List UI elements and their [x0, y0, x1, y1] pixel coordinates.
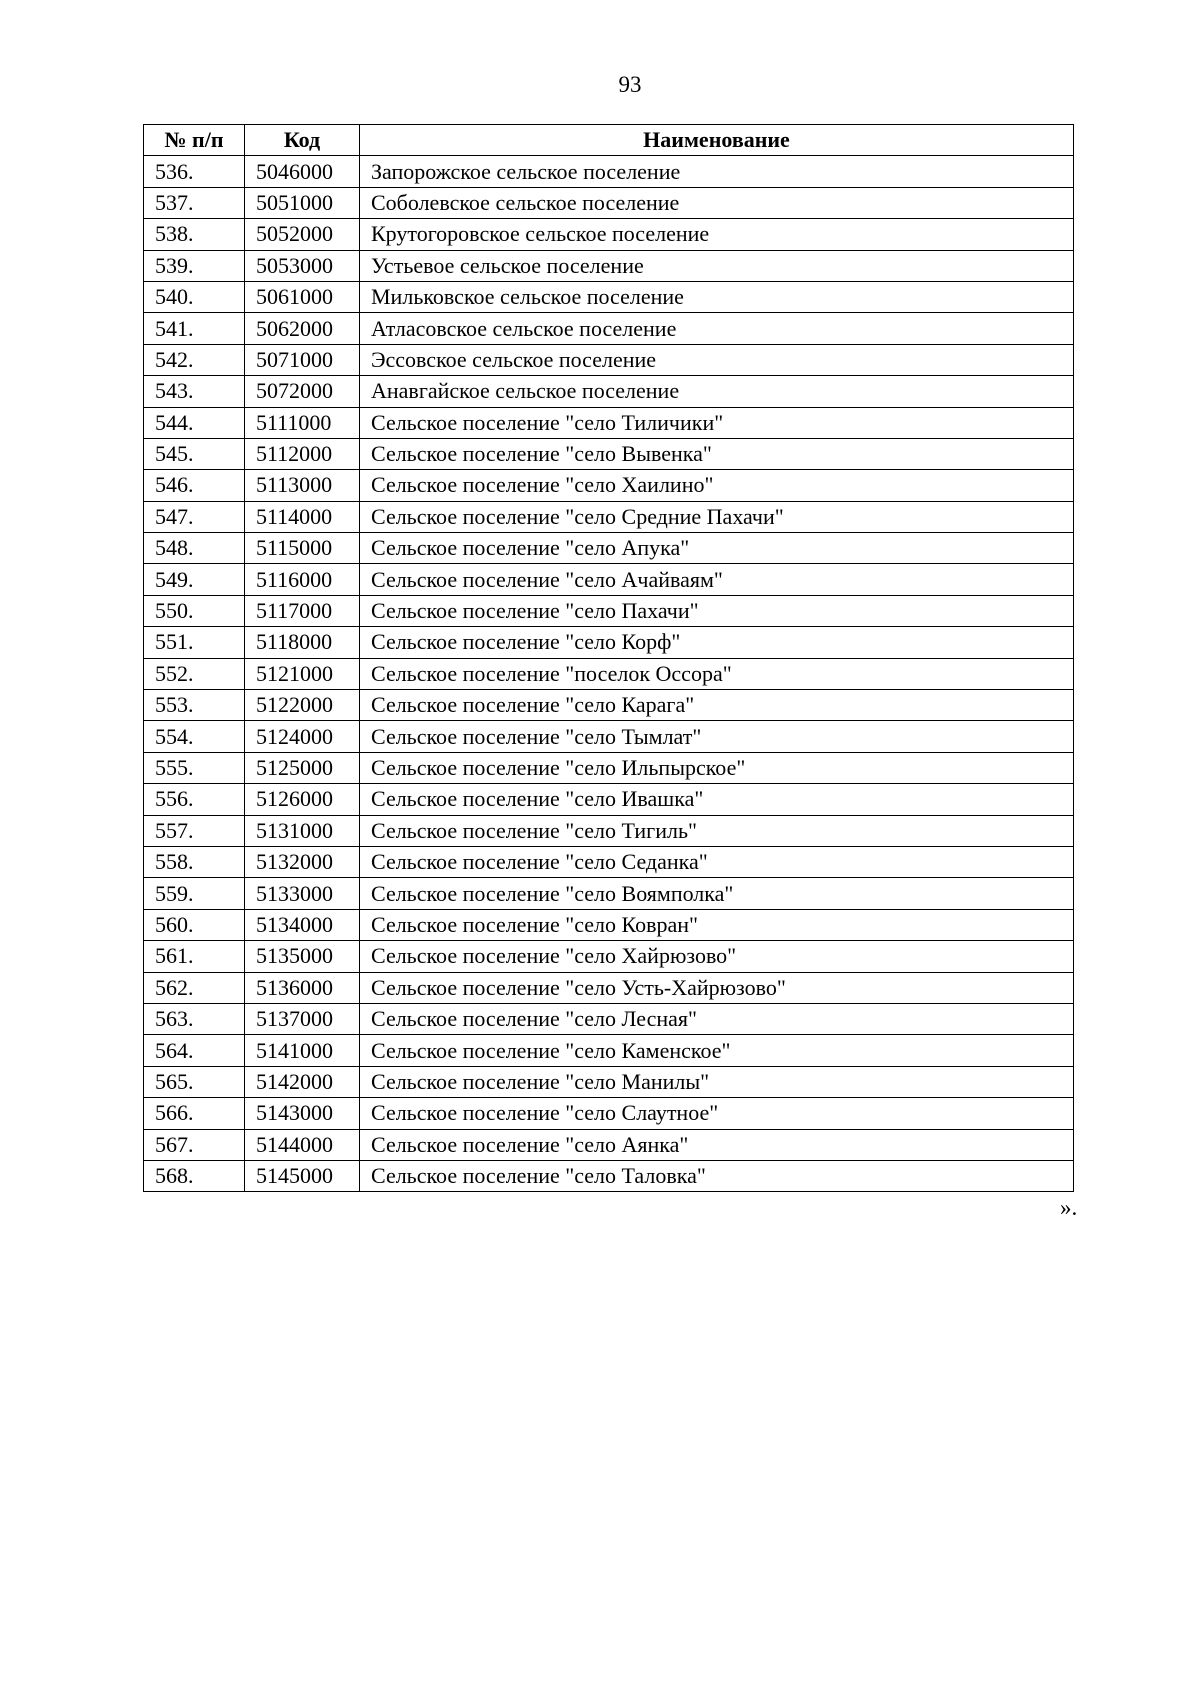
row-name-cell: Соболевское сельское поселение — [360, 187, 1074, 218]
row-code-cell: 5062000 — [245, 313, 360, 344]
row-number-cell: 541. — [144, 313, 245, 344]
table-row — [144, 281, 1074, 312]
row-number-cell: 564. — [144, 1035, 245, 1066]
row-code-cell: 5052000 — [245, 219, 360, 250]
header-number: № п/п — [144, 125, 245, 156]
settlements-table — [143, 124, 1074, 1192]
row-code-cell: 5145000 — [245, 1160, 360, 1191]
row-name-cell: Сельское поселение "село Усть-Хайрюзово" — [360, 972, 1074, 1003]
row-name-cell: Сельское поселение "село Таловка" — [360, 1160, 1074, 1191]
row-code-cell: 5134000 — [245, 909, 360, 940]
row-number-cell: 539. — [144, 250, 245, 281]
row-code-cell: 5117000 — [245, 595, 360, 626]
row-number-cell: 566. — [144, 1098, 245, 1129]
table-row — [144, 815, 1074, 846]
row-name-cell: Сельское поселение "село Ивашка" — [360, 784, 1074, 815]
row-code-cell: 5125000 — [245, 752, 360, 783]
row-number-cell: 554. — [144, 721, 245, 752]
row-number-cell: 562. — [144, 972, 245, 1003]
table-row — [144, 878, 1074, 909]
table-body — [144, 156, 1074, 1192]
row-number-cell: 548. — [144, 533, 245, 564]
table-row — [144, 250, 1074, 281]
header-name: Наименование — [360, 125, 1074, 156]
table-row — [144, 564, 1074, 595]
row-number-cell: 561. — [144, 941, 245, 972]
table-row — [144, 187, 1074, 218]
table-row — [144, 219, 1074, 250]
row-name-cell: Сельское поселение "село Седанка" — [360, 846, 1074, 877]
row-code-cell: 5046000 — [245, 156, 360, 187]
row-name-cell: Сельское поселение "село Апука" — [360, 533, 1074, 564]
table-row — [144, 438, 1074, 469]
row-number-cell: 545. — [144, 438, 245, 469]
row-number-cell: 563. — [144, 1003, 245, 1034]
row-name-cell: Сельское поселение "село Пахачи" — [360, 595, 1074, 626]
table-row — [144, 721, 1074, 752]
table-row — [144, 1035, 1074, 1066]
row-number-cell: 559. — [144, 878, 245, 909]
row-code-cell: 5144000 — [245, 1129, 360, 1160]
row-number-cell: 543. — [144, 376, 245, 407]
row-name-cell: Сельское поселение "село Аянка" — [360, 1129, 1074, 1160]
row-code-cell: 5113000 — [245, 470, 360, 501]
table-row — [144, 313, 1074, 344]
row-name-cell: Сельское поселение "село Ильпырское" — [360, 752, 1074, 783]
row-number-cell: 552. — [144, 658, 245, 689]
row-code-cell: 5114000 — [245, 501, 360, 532]
row-name-cell: Сельское поселение "село Корф" — [360, 627, 1074, 658]
row-number-cell: 565. — [144, 1066, 245, 1097]
row-number-cell: 550. — [144, 595, 245, 626]
table-row — [144, 784, 1074, 815]
row-code-cell: 5124000 — [245, 721, 360, 752]
row-name-cell: Сельское поселение "село Тиличики" — [360, 407, 1074, 438]
table-row — [144, 376, 1074, 407]
row-code-cell: 5126000 — [245, 784, 360, 815]
row-name-cell: Сельское поселение "село Карага" — [360, 690, 1074, 721]
row-code-cell: 5121000 — [245, 658, 360, 689]
table-row — [144, 470, 1074, 501]
row-name-cell: Сельское поселение "село Каменское" — [360, 1035, 1074, 1066]
row-code-cell: 5053000 — [245, 250, 360, 281]
row-number-cell: 536. — [144, 156, 245, 187]
row-name-cell: Сельское поселение "село Вывенка" — [360, 438, 1074, 469]
row-number-cell: 568. — [144, 1160, 245, 1191]
row-name-cell: Сельское поселение "село Ачайваям" — [360, 564, 1074, 595]
row-code-cell: 5137000 — [245, 1003, 360, 1034]
row-code-cell: 5116000 — [245, 564, 360, 595]
table-row — [144, 1003, 1074, 1034]
row-name-cell: Сельское поселение "село Манилы" — [360, 1066, 1074, 1097]
table-row — [144, 1066, 1074, 1097]
row-name-cell: Атласовское сельское поселение — [360, 313, 1074, 344]
table-row — [144, 1160, 1074, 1191]
row-number-cell: 555. — [144, 752, 245, 783]
table-row — [144, 595, 1074, 626]
row-number-cell: 549. — [144, 564, 245, 595]
row-name-cell: Устьевое сельское поселение — [360, 250, 1074, 281]
row-name-cell: Мильковское сельское поселение — [360, 281, 1074, 312]
table-row — [144, 941, 1074, 972]
row-name-cell: Сельское поселение "село Тымлат" — [360, 721, 1074, 752]
row-code-cell: 5142000 — [245, 1066, 360, 1097]
table-row — [144, 909, 1074, 940]
table-row — [144, 658, 1074, 689]
row-name-cell: Сельское поселение "село Слаутное" — [360, 1098, 1074, 1129]
header-code: Код — [245, 125, 360, 156]
row-code-cell: 5111000 — [245, 407, 360, 438]
row-code-cell: 5071000 — [245, 344, 360, 375]
row-name-cell: Сельское поселение "село Хайрюзово" — [360, 941, 1074, 972]
table-row — [144, 1098, 1074, 1129]
table-row — [144, 752, 1074, 783]
row-number-cell: 553. — [144, 690, 245, 721]
closing-quote-mark: ». — [1060, 1195, 1078, 1220]
row-number-cell: 544. — [144, 407, 245, 438]
row-name-cell: Сельское поселение "село Средние Пахачи" — [360, 501, 1074, 532]
row-code-cell: 5118000 — [245, 627, 360, 658]
row-number-cell: 540. — [144, 281, 245, 312]
row-number-cell: 538. — [144, 219, 245, 250]
row-code-cell: 5072000 — [245, 376, 360, 407]
row-number-cell: 557. — [144, 815, 245, 846]
row-name-cell: Сельское поселение "село Тигиль" — [360, 815, 1074, 846]
table-row — [144, 533, 1074, 564]
table-row — [144, 407, 1074, 438]
row-name-cell: Сельское поселение "село Ковран" — [360, 909, 1074, 940]
table-row — [144, 501, 1074, 532]
row-code-cell: 5131000 — [245, 815, 360, 846]
table-row — [144, 627, 1074, 658]
row-name-cell: Крутогоровское сельское поселение — [360, 219, 1074, 250]
row-code-cell: 5051000 — [245, 187, 360, 218]
table-header-row — [144, 125, 1074, 156]
row-number-cell: 560. — [144, 909, 245, 940]
table-row — [144, 156, 1074, 187]
row-code-cell: 5122000 — [245, 690, 360, 721]
row-code-cell: 5115000 — [245, 533, 360, 564]
table-row — [144, 344, 1074, 375]
row-name-cell: Эссовское сельское поселение — [360, 344, 1074, 375]
row-code-cell: 5135000 — [245, 941, 360, 972]
row-number-cell: 547. — [144, 501, 245, 532]
row-code-cell: 5133000 — [245, 878, 360, 909]
row-number-cell: 551. — [144, 627, 245, 658]
row-code-cell: 5112000 — [245, 438, 360, 469]
table-row — [144, 972, 1074, 1003]
row-number-cell: 556. — [144, 784, 245, 815]
table-row — [144, 690, 1074, 721]
table-row — [144, 1129, 1074, 1160]
row-number-cell: 546. — [144, 470, 245, 501]
row-name-cell: Сельское поселение "село Лесная" — [360, 1003, 1074, 1034]
row-code-cell: 5061000 — [245, 281, 360, 312]
row-name-cell: Анавгайское сельское поселение — [360, 376, 1074, 407]
row-code-cell: 5141000 — [245, 1035, 360, 1066]
row-code-cell: 5132000 — [245, 846, 360, 877]
row-number-cell: 537. — [144, 187, 245, 218]
row-code-cell: 5143000 — [245, 1098, 360, 1129]
page-number: 93 — [618, 72, 642, 97]
row-name-cell: Запорожское сельское поселение — [360, 156, 1074, 187]
row-name-cell: Сельское поселение "село Хаилино" — [360, 470, 1074, 501]
row-code-cell: 5136000 — [245, 972, 360, 1003]
row-number-cell: 558. — [144, 846, 245, 877]
row-number-cell: 542. — [144, 344, 245, 375]
row-name-cell: Сельское поселение "поселок Оссора" — [360, 658, 1074, 689]
row-name-cell: Сельское поселение "село Воямполка" — [360, 878, 1074, 909]
table-row — [144, 846, 1074, 877]
row-number-cell: 567. — [144, 1129, 245, 1160]
table-header — [144, 125, 1074, 156]
